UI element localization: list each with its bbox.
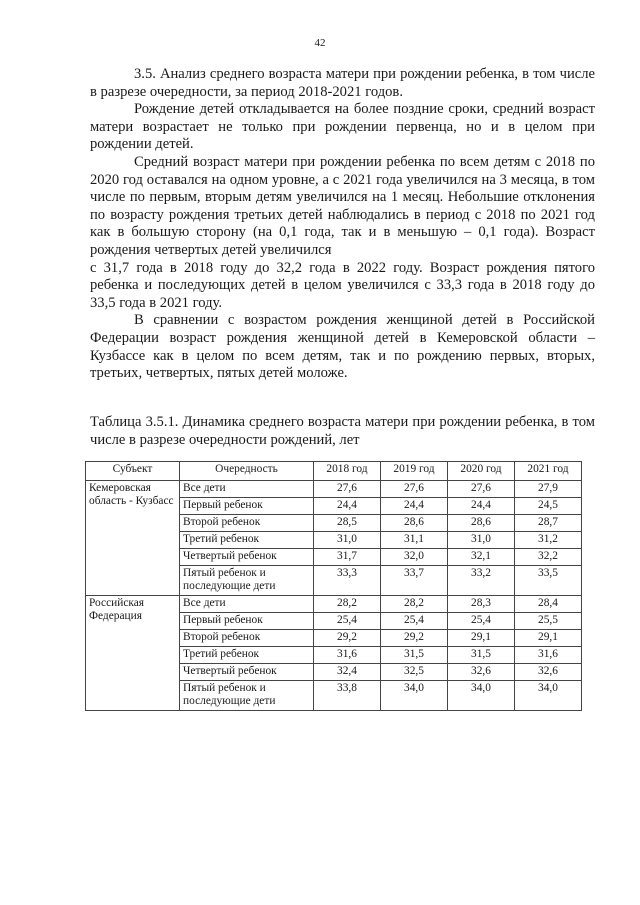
value-cell: 32,4 — [314, 664, 381, 681]
subject-cell: Российская Федерация — [86, 596, 180, 711]
value-cell: 28,2 — [381, 596, 448, 613]
header-year-2019: 2019 год — [381, 462, 448, 481]
value-cell: 31,0 — [448, 532, 515, 549]
value-cell: 34,0 — [381, 681, 448, 711]
table-row — [86, 596, 582, 613]
value-cell: 28,6 — [448, 515, 515, 532]
value-cell: 31,2 — [515, 532, 582, 549]
table-row — [86, 481, 582, 498]
value-cell: 32,0 — [381, 549, 448, 566]
value-cell: 31,5 — [448, 647, 515, 664]
value-cell: 32,5 — [381, 664, 448, 681]
value-cell: 33,7 — [381, 566, 448, 596]
value-cell: 34,0 — [448, 681, 515, 711]
order-cell: Четвертый ребенок — [180, 664, 314, 681]
value-cell: 27,6 — [381, 481, 448, 498]
value-cell: 29,2 — [314, 630, 381, 647]
header-year-2020: 2020 год — [448, 462, 515, 481]
paragraph: Рождение детей откладывается на более поздние сроки, средний возраст матери возрастает не только при рождении первенца, но и в целом при рождении детей. — [90, 101, 595, 153]
value-cell: 31,7 — [314, 549, 381, 566]
order-cell: Третий ребенок — [180, 532, 314, 549]
value-cell: 31,1 — [381, 532, 448, 549]
order-cell: Пятый ребенок и последующие дети — [180, 681, 314, 711]
table-caption: Таблица 3.5.1. Динамика среднего возраста матери при рождении ребенка, в том числе в разрезе очередности рождений, лет — [90, 414, 595, 448]
value-cell: 33,5 — [515, 566, 582, 596]
value-cell: 33,2 — [448, 566, 515, 596]
value-cell: 33,8 — [314, 681, 381, 711]
value-cell: 25,4 — [314, 613, 381, 630]
value-cell: 34,0 — [515, 681, 582, 711]
value-cell: 28,2 — [314, 596, 381, 613]
value-cell: 29,1 — [448, 630, 515, 647]
value-cell: 24,5 — [515, 498, 582, 515]
value-cell: 33,3 — [314, 566, 381, 596]
order-cell: Все дети — [180, 596, 314, 613]
order-cell: Второй ребенок — [180, 630, 314, 647]
order-cell: Третий ребенок — [180, 647, 314, 664]
value-cell: 24,4 — [381, 498, 448, 515]
value-cell: 31,6 — [515, 647, 582, 664]
order-cell: Первый ребенок — [180, 498, 314, 515]
order-cell: Все дети — [180, 481, 314, 498]
header-order: Очередность — [180, 462, 314, 481]
value-cell: 25,4 — [381, 613, 448, 630]
section-heading-paragraph: 3.5. Анализ среднего возраста матери при рождении ребенка, в том числе в разрезе очередности, за период 2018-2021 годов. — [90, 66, 595, 100]
order-cell: Второй ребенок — [180, 515, 314, 532]
header-year-2018: 2018 год — [314, 462, 381, 481]
value-cell: 31,6 — [314, 647, 381, 664]
header-subject: Субъект — [86, 462, 180, 481]
value-cell: 27,6 — [448, 481, 515, 498]
value-cell: 28,6 — [381, 515, 448, 532]
value-cell: 31,5 — [381, 647, 448, 664]
age-data-table — [85, 461, 582, 711]
value-cell: 32,6 — [448, 664, 515, 681]
value-cell: 27,6 — [314, 481, 381, 498]
page-number: 42 — [314, 37, 326, 49]
table-header-row — [86, 462, 582, 481]
paragraph: Средний возраст матери при рождении ребенка по всем детям с 2018 по 2020 год оставался на одном уровне, а с 2021 года увеличился на 3 месяца, в том числе по первым, вторым детям увеличился на 1 месяц. Небольшие отклонения по возрасту рождения третьих детей наблюдались в период с 2018 по 2021 год как в большую сторону (на 0,1 года, так и в меньшую – 0,1 года). Возраст рождения четвертых детей увеличился — [90, 153, 595, 258]
value-cell: 32,6 — [515, 664, 582, 681]
value-cell: 25,5 — [515, 613, 582, 630]
subject-cell: Кемеровская область - Кузбасс — [86, 481, 180, 596]
order-cell: Пятый ребенок и последующие дети — [180, 566, 314, 596]
value-cell: 29,2 — [381, 630, 448, 647]
value-cell: 28,4 — [515, 596, 582, 613]
order-cell: Первый ребенок — [180, 613, 314, 630]
value-cell: 31,0 — [314, 532, 381, 549]
header-year-2021: 2021 год — [515, 462, 582, 481]
body-text — [90, 66, 595, 383]
value-cell: 29,1 — [515, 630, 582, 647]
value-cell: 28,3 — [448, 596, 515, 613]
value-cell: 24,4 — [314, 498, 381, 515]
value-cell: 32,1 — [448, 549, 515, 566]
paragraph: с 31,7 года в 2018 году до 32,2 года в 2022 году. Возраст рождения пятого ребенка и последующих детей в целом увеличился с 33,3 года в 2018 году до 33,5 года в 2021 году. — [90, 259, 595, 311]
value-cell: 25,4 — [448, 613, 515, 630]
value-cell: 28,7 — [515, 515, 582, 532]
order-cell: Четвертый ребенок — [180, 549, 314, 566]
value-cell: 24,4 — [448, 498, 515, 515]
value-cell: 28,5 — [314, 515, 381, 532]
value-cell: 32,2 — [515, 549, 582, 566]
paragraph: В сравнении с возрастом рождения женщиной детей в Российской Федерации возраст рождения женщиной детей в Кемеровской области – Кузбассе как в целом по всем детям, так и по рождению первых, вторых, третьих, четвертых, пятых детей моложе. — [90, 312, 595, 382]
value-cell: 27,9 — [515, 481, 582, 498]
